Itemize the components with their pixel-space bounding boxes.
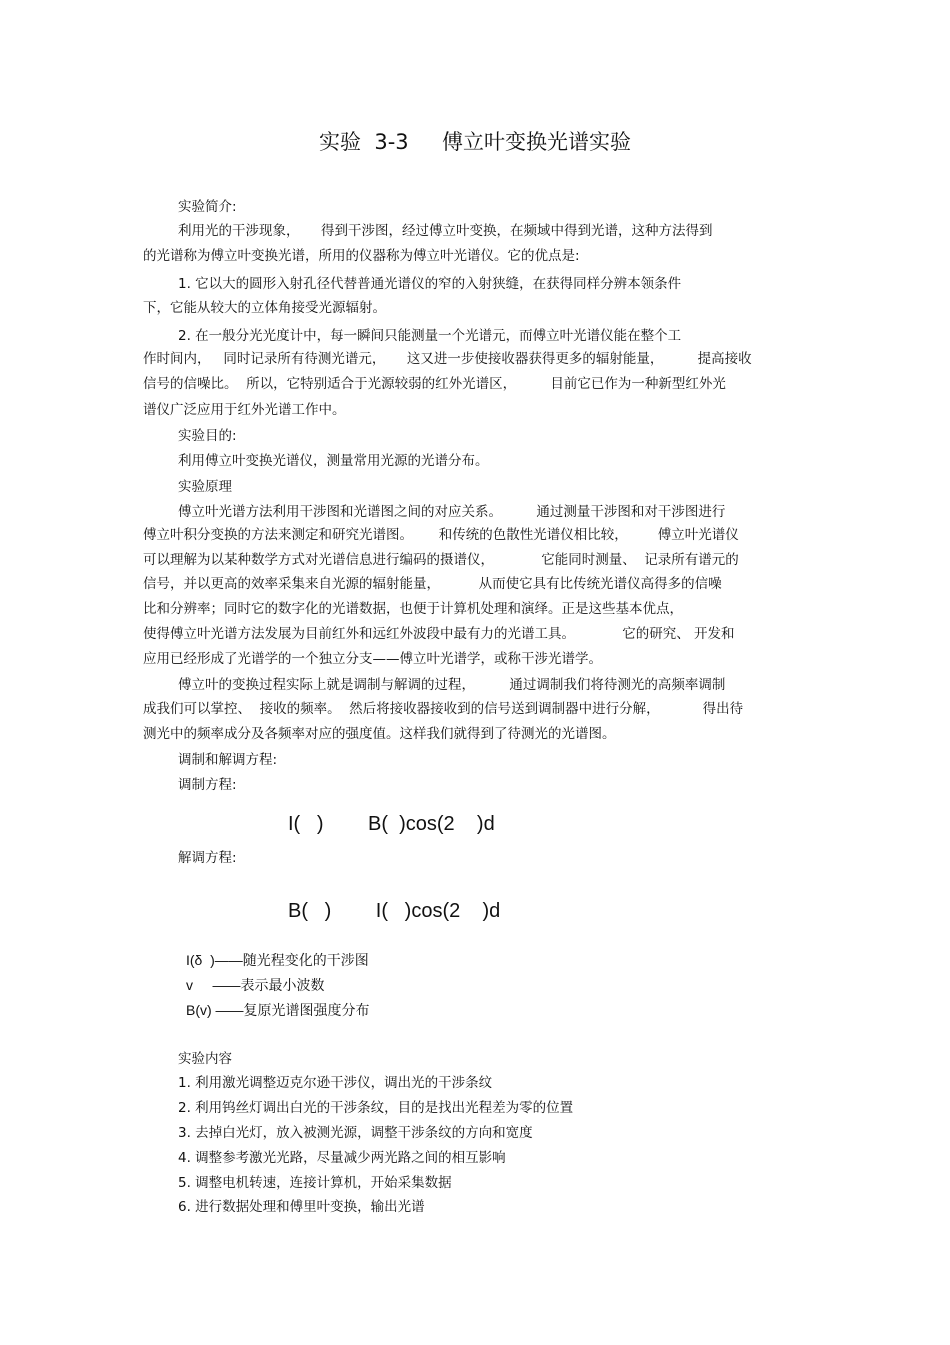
principle-line: 可以理解为以某种数学方式对光谱信息进行编码的摄谱仪， 它能同时测量、 记录所有谱元的 — [143, 552, 739, 568]
modulation-equation: I( ) B( )cos(2 )d — [288, 813, 495, 835]
advantage-1-line: 1. 它以大的圆形入射孔径代替普通光谱仪的窄的入射狭缝，在获得同样分辨本领条件 — [178, 276, 682, 292]
principle-heading: 实验原理 — [178, 479, 232, 495]
principle-line: 傅立叶积分变换的方法来测定和研究光谱图。 和传统的色散性光谱仪相比较， 傅立叶光谱仪 — [143, 527, 739, 543]
content-step: 1. 利用激光调整迈克尔逊干涉仪，调出光的干涉条纹 — [178, 1075, 493, 1091]
modulation-label: 调制方程: — [178, 777, 237, 793]
demodulation-equation: B( ) I( )cos(2 )d — [288, 900, 501, 922]
symbol-definition: B(v) ——复原光谱图强度分布 — [186, 1002, 370, 1018]
principle-line: 应用已经形成了光谱学的一个独立分支——傅立叶光谱学，或称干涉光谱学。 — [143, 651, 602, 667]
principle-line: 傅立叶光谱方法利用干涉图和光谱图之间的对应关系。 通过测量干涉图和对干涉图进行 — [178, 504, 726, 520]
principle-line: 信号，并以更高的效率采集来自光源的辐射能量， 从而使它具有比传统光谱仪高得多的信噪 — [143, 576, 722, 592]
principle-line: 使得傅立叶光谱方法发展为目前红外和远红外波段中最有力的光谱工具。 它的研究、 开发和 — [143, 626, 735, 642]
symbol-definition: I(δ )——随光程变化的干涉图 — [186, 952, 369, 968]
equations-heading: 调制和解调方程: — [178, 752, 278, 768]
advantage-2-line: 信号的信噪比。 所以，它特别适合于光源较弱的红外光谱区， 目前它已作为一种新型红外光 — [143, 376, 726, 392]
content-step: 3. 去掉白光灯，放入被测光源，调整干涉条纹的方向和宽度 — [178, 1125, 533, 1141]
principle-line: 测光中的频率成分及各频率对应的强度值。这样我们就得到了待测光的光谱图。 — [143, 726, 616, 742]
principle-line: 比和分辨率；同时它的数字化的光谱数据，也便于计算机处理和演绎。正是这些基本优点， — [143, 601, 683, 617]
intro-line: 利用光的干涉现象， 得到干涉图，经过傅立叶变换，在频域中得到光谱，这种方法得到 — [178, 223, 713, 239]
page-title: 实验 3-3 傅立叶变换光谱实验 — [318, 130, 632, 154]
content-step: 5. 调整电机转速，连接计算机，开始采集数据 — [178, 1175, 452, 1191]
purpose-heading: 实验目的: — [178, 428, 237, 444]
demodulation-label: 解调方程: — [178, 850, 237, 866]
intro-heading: 实验简介: — [178, 199, 237, 215]
principle-line: 成我们可以掌控、 接收的频率。 然后将接收器接收到的信号送到调制器中进行分解， 得出待 — [143, 701, 744, 717]
content-heading: 实验内容 — [178, 1051, 232, 1067]
content-step: 4. 调整参考激光光路，尽量减少两光路之间的相互影响 — [178, 1150, 506, 1166]
advantage-2-line: 谱仪广泛应用于红外光谱工作中。 — [143, 402, 346, 418]
intro-line: 的光谱称为傅立叶变换光谱，所用的仪器称为傅立叶光谱仪。它的优点是: — [143, 248, 580, 264]
symbol-definition: v ——表示最小波数 — [186, 977, 325, 993]
advantage-2-line: 作时间内， 同时记录所有待测光谱元， 这又进一步使接收器获得更多的辐射能量， 提高接收 — [143, 351, 752, 367]
advantage-1-line: 下，它能从较大的立体角接受光源辐射。 — [143, 300, 386, 316]
content-step: 2. 利用钨丝灯调出白光的干涉条纹，目的是找出光程差为零的位置 — [178, 1100, 574, 1116]
principle-line: 傅立叶的变换过程实际上就是调制与解调的过程， 通过调制我们将待测光的高频率调制 — [178, 677, 726, 693]
advantage-2-line: 2. 在一般分光光度计中，每一瞬间只能测量一个光谱元，而傅立叶光谱仪能在整个工 — [178, 328, 682, 344]
purpose-text: 利用傅立叶变换光谱仪，测量常用光源的光谱分布。 — [178, 453, 489, 469]
content-step: 6. 进行数据处理和傅里叶变换，输出光谱 — [178, 1199, 425, 1215]
